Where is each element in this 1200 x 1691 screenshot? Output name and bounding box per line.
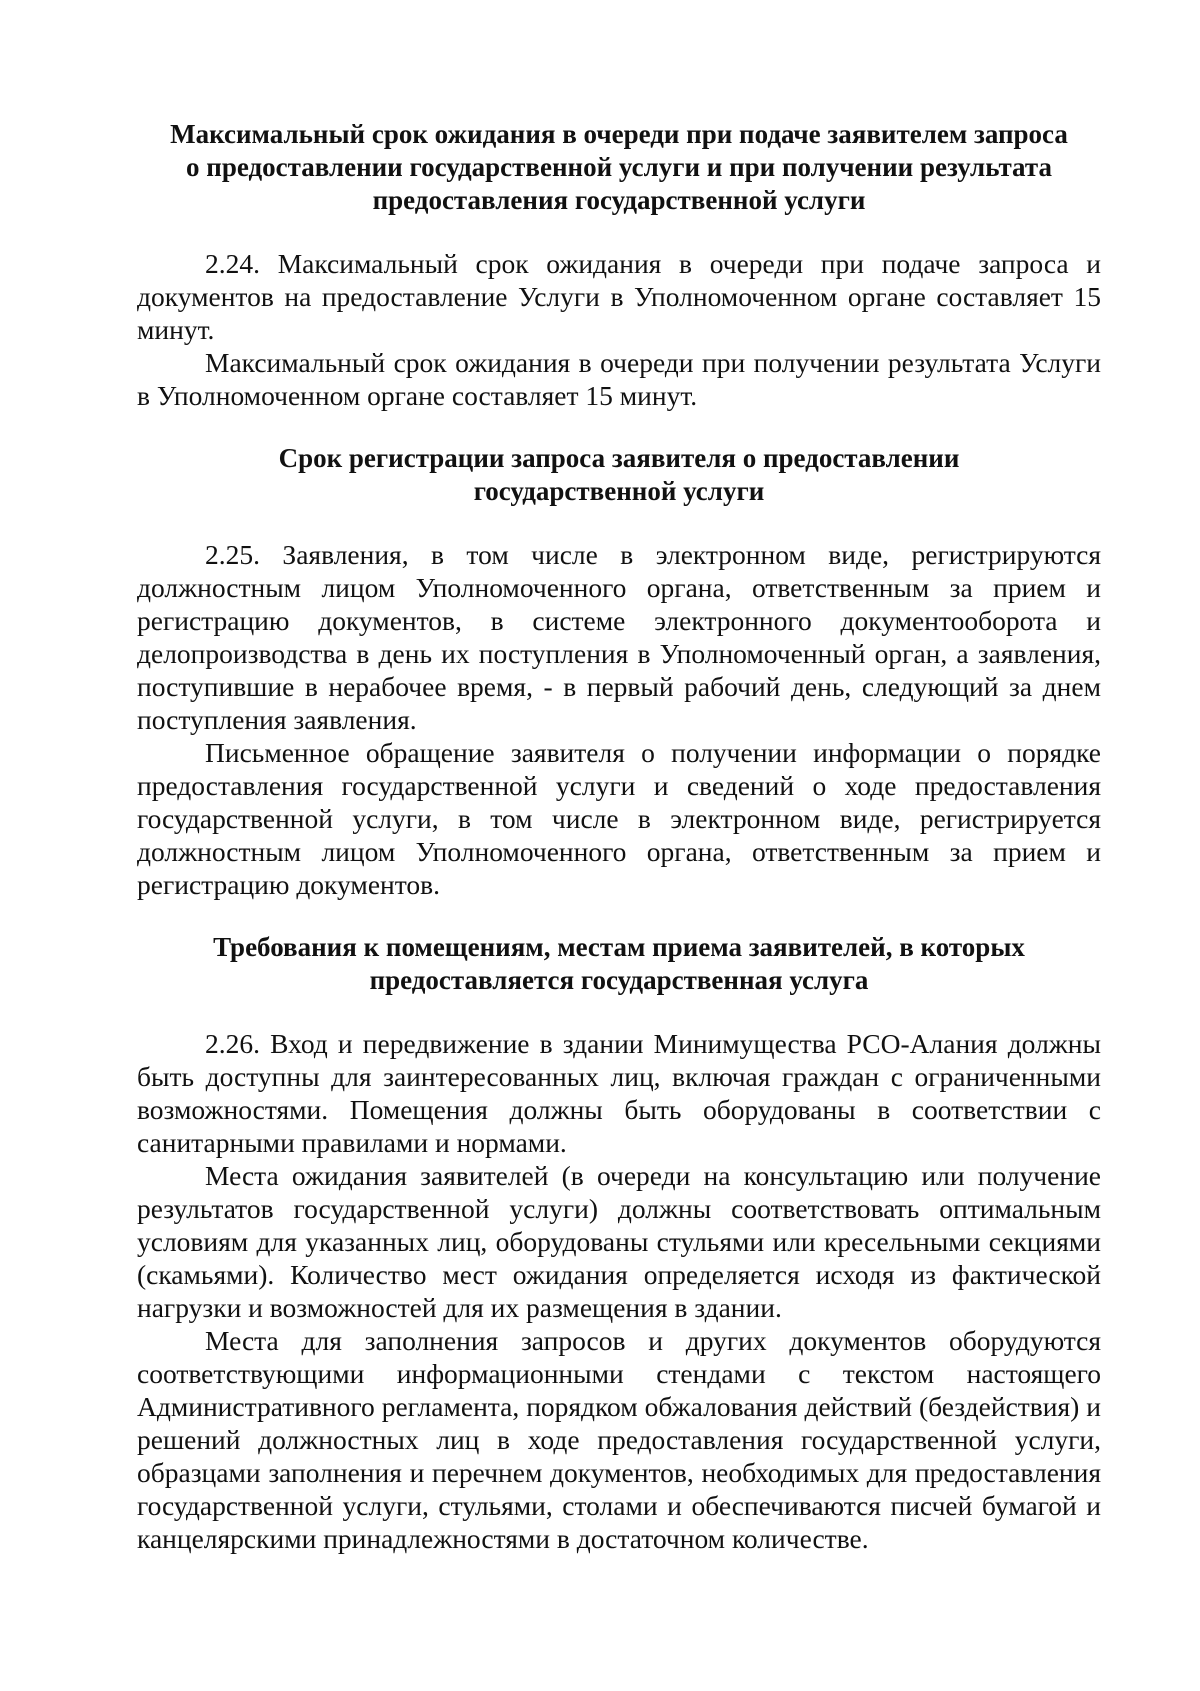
paragraph: Места ожидания заявителей (в очереди на консультацию или получение результатов государственной услуги) должны соответствовать оптимальным условиям для указанных лиц, оборудованы стульями или кресельными секциями (скамьями). Количество мест ожидания определяется исходя из фактической нагрузки и возможностей для их размещения в здании. bbox=[137, 1160, 1101, 1323]
heading-line: предоставляется государственная услуга bbox=[369, 965, 869, 995]
document-page bbox=[137, 118, 1101, 1555]
paragraph-2-25: 2.25. Заявления, в том числе в электронном виде, регистрируются должностным лицом Уполномоченного органа, ответственным за прием и регистрацию документов, в системе электронного документооборота и делопроизводства в день их поступления в Уполномоченный орган, а заявления, поступившие в нерабочее время, - в первый рабочий день, следующий за днем поступления заявления. bbox=[137, 539, 1101, 735]
paragraph-2-24: 2.24. Максимальный срок ожидания в очереди при подаче запроса и документов на предоставление Услуги в Уполномоченном органе составляет 15 минут. bbox=[137, 248, 1101, 345]
paragraph: Письменное обращение заявителя о получении информации о порядке предоставления государственной услуги и сведений о ходе предоставления государственной услуги, в том числе в электронном виде, регистрируется должностным лицом Уполномоченного органа, ответственным за прием и регистрацию документов. bbox=[137, 737, 1101, 900]
heading-line: Требования к помещениям, местам приема заявителей, в которых bbox=[213, 932, 1025, 962]
paragraph: Места для заполнения запросов и других документов оборудуются соответствующими информационными стендами с текстом настоящего Административного регламента, порядком обжалования действий (бездействия) и решений должностных лиц в ходе предоставления государственной услуги, образцами заполнения и перечнем документов, необходимых для предоставления государственной услуги, стульями, столами и обеспечиваются писчей бумагой и канцелярскими принадлежностями в достаточном количестве. bbox=[137, 1325, 1101, 1554]
paragraph: Максимальный срок ожидания в очереди при получении результата Услуги в Уполномоченном органе составляет 15 минут. bbox=[137, 347, 1101, 411]
heading-line: Максимальный срок ожидания в очереди при подаче заявителем запроса bbox=[170, 119, 1068, 149]
heading-line: предоставления государственной услуги bbox=[372, 185, 866, 215]
section-heading-premises bbox=[137, 931, 1101, 997]
heading-line: Срок регистрации запроса заявителя о предоставлении bbox=[278, 443, 960, 473]
paragraph-2-26: 2.26. Вход и передвижение в здании Минимущества РСО-Алания должны быть доступны для заинтересованных лиц, включая граждан с ограниченными возможностями. Помещения должны быть оборудованы в соответствии с санитарными правилами и нормами. bbox=[137, 1028, 1101, 1158]
section-heading-registration bbox=[137, 442, 1101, 508]
heading-line: государственной услуги bbox=[473, 476, 765, 506]
section-heading-wait-time bbox=[137, 118, 1101, 217]
heading-line: о предоставлении государственной услуги и при получении результата bbox=[186, 152, 1052, 182]
